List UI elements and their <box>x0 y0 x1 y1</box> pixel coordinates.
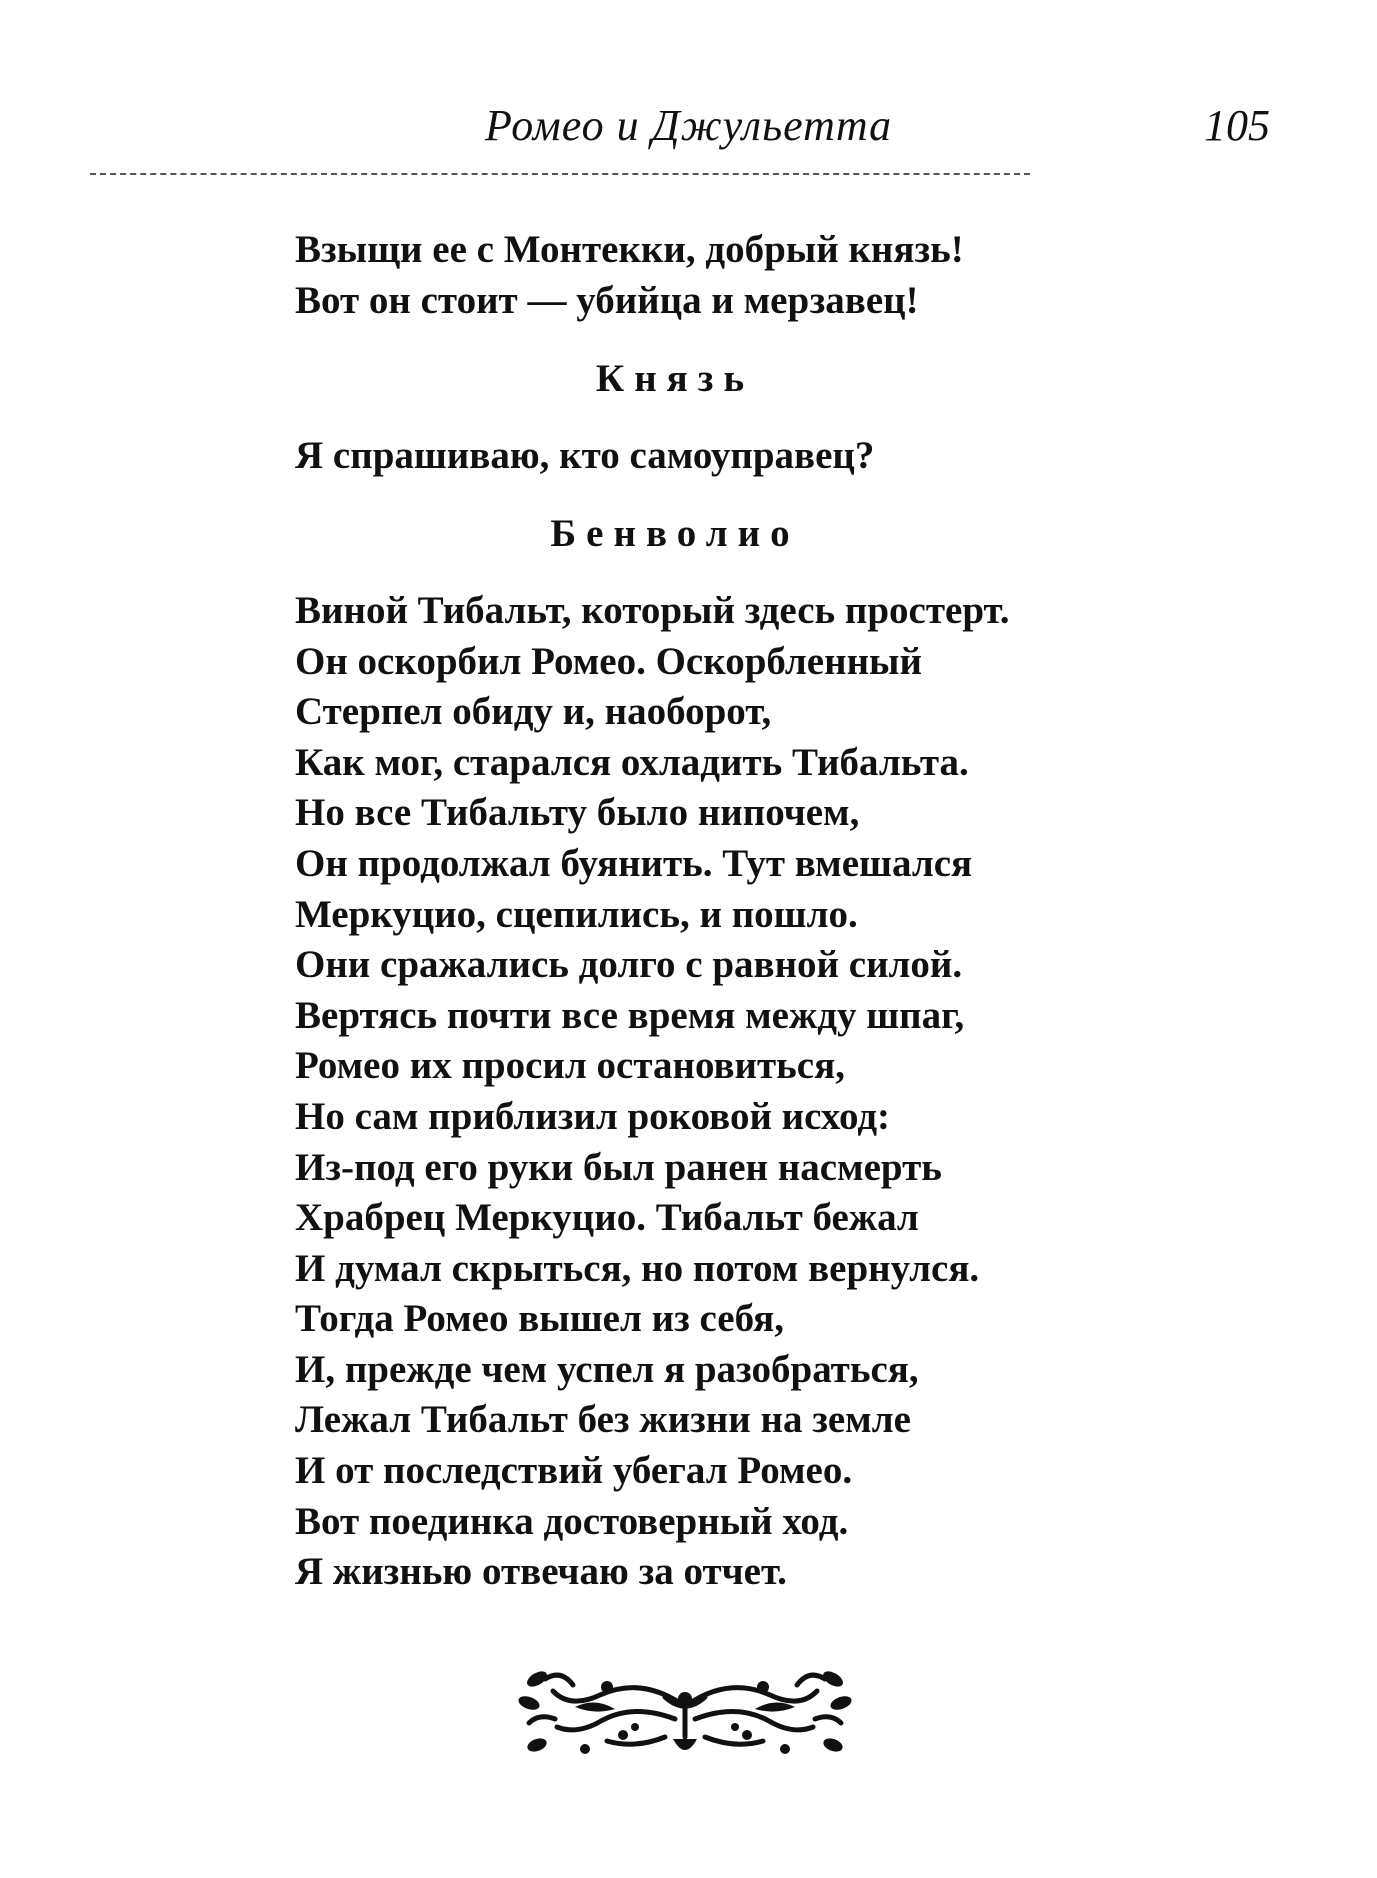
page-number: 105 <box>1204 101 1270 150</box>
verse-line: Храбрец Меркуцио. Тибальт бежал <box>295 1196 919 1240</box>
verse-line: Ромео их просил остановиться, <box>295 1044 845 1088</box>
play-text <box>295 225 1295 1598</box>
verse-line: Он продолжал буянить. Тут вмешался <box>295 841 973 885</box>
verse-line: Меркуцио, сцепились, и пошло. <box>295 892 858 936</box>
verse-line: Из-под его руки был ранен насмерть <box>295 1145 942 1189</box>
verse-line: Вот поединка достоверный ход. <box>295 1499 849 1543</box>
verse-line: И, прежде чем успел я разобраться, <box>295 1347 919 1391</box>
verse-line: Они сражались долго с равной силой. <box>295 943 963 987</box>
verse-line: Но сам приблизил роковой исход: <box>295 1094 891 1138</box>
page-header <box>90 100 1270 160</box>
header-rule <box>90 173 1030 175</box>
floral-tailpiece-ornament-svg <box>515 1657 855 1772</box>
verse-line: Виной Тибальт, который здесь простерт. <box>295 588 1010 632</box>
verse-line: Стерпел обиду и, наоборот, <box>295 690 772 734</box>
verse-line: Я спрашиваю, кто самоуправец? <box>295 433 875 477</box>
verse-line: И думал скрыться, но потом вернулся. <box>295 1246 980 1290</box>
verse-line: И от последствий убегал Ромео. <box>295 1449 853 1493</box>
verse-line: Он оскорбил Ромео. Оскорбленный <box>295 639 922 683</box>
speaker-name: Бенволио <box>550 512 800 556</box>
running-title: Ромео и Джульетта <box>485 101 893 150</box>
verse-line: Лежал Тибальт без жизни на земле <box>295 1398 911 1442</box>
verse-line: Я жизнью отвечаю за отчет. <box>295 1550 787 1594</box>
verse-line: Вертясь почти все время между шпаг, <box>295 993 965 1037</box>
floral-tailpiece-ornament <box>515 1657 855 1772</box>
verse-line: Но все Тибальту было нипочем, <box>295 791 860 835</box>
verse-line: Тогда Ромео вышел из себя, <box>295 1297 784 1341</box>
speaker-name: Князь <box>595 357 755 401</box>
verse-line: Взыщи ее с Монтекки, добрый князь! <box>295 228 964 271</box>
verse-line: Вот он стоит — убийца и мерзавец! <box>295 278 919 322</box>
verse-line: Как мог, старался охладить Тибальта. <box>295 740 969 784</box>
